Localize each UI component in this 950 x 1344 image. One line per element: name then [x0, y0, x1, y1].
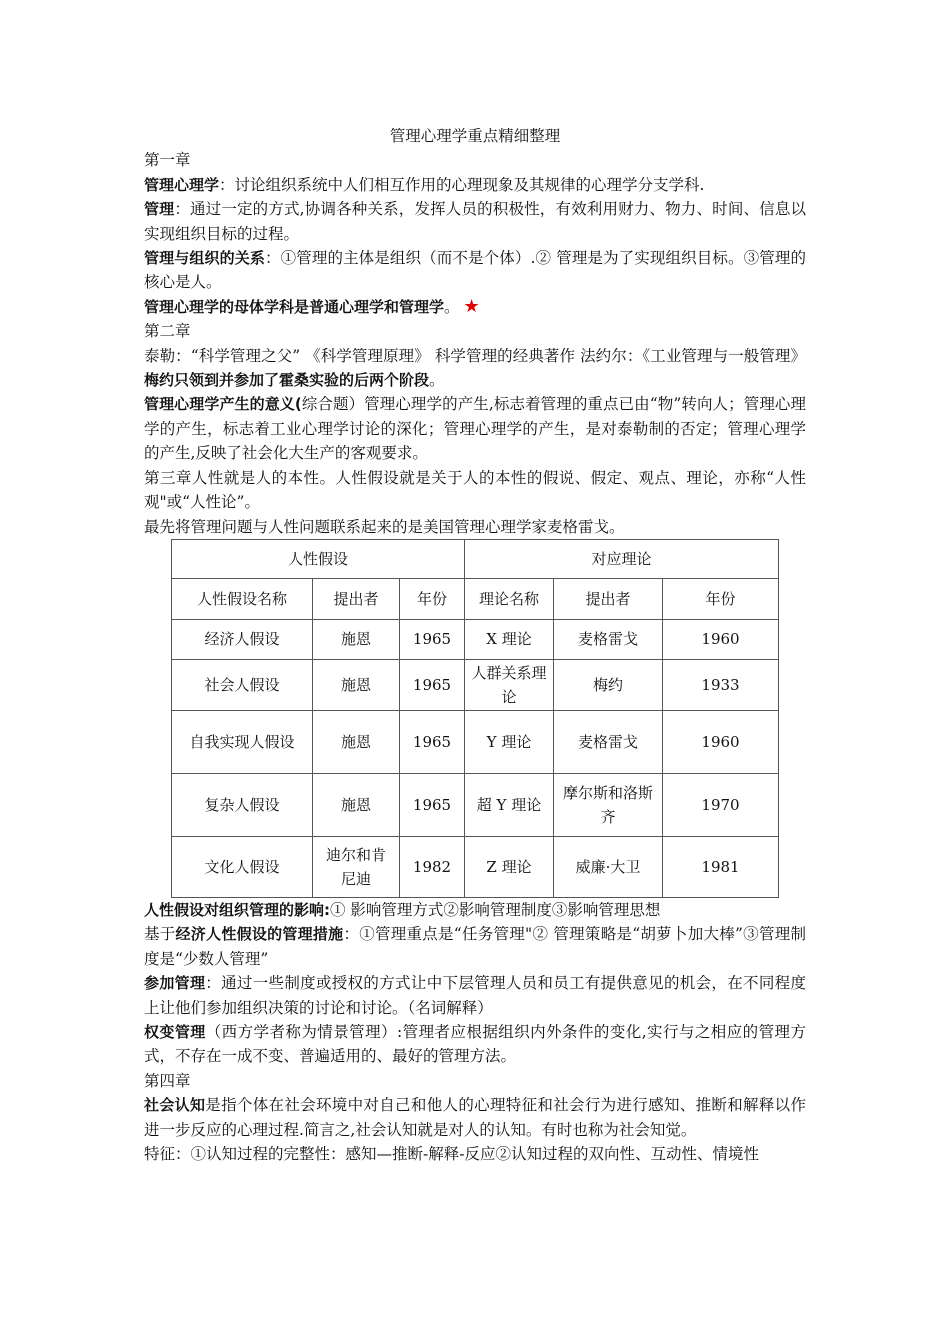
table-cell: 1960 [663, 710, 779, 773]
table-cell: 1981 [663, 836, 779, 897]
table-cell: 自我实现人假设 [172, 710, 313, 773]
table-cell: 施恩 [313, 659, 400, 710]
table-cell: 复杂人假设 [172, 773, 313, 836]
table-cell: 迪尔和肯尼迪 [313, 836, 400, 897]
term: 管理与组织的关系 [144, 249, 265, 268]
paragraph: 第三章人性就是人的本性。人性假设就是关于人的本性的假说、假定、观点、理论，亦称“人性观"或“人性论”。 [144, 468, 806, 512]
table-cell: 1965 [400, 619, 465, 659]
table-cell: 人群关系理论 [465, 659, 554, 710]
table-cell: 1965 [400, 710, 465, 773]
term: 梅约只领到并参加了霍桑实验的后两个阶段 [144, 371, 430, 390]
table-group-header: 人性假设 [172, 539, 465, 578]
paragraph: 权变管理（西方学者称为情景管理）:管理者应根据组织内外条件的变化,实行与之相应的管理方式，不存在一成不变、普遍适用的、最好的管理方法。 [144, 1022, 806, 1066]
document-page [144, 124, 806, 1166]
table-row [172, 710, 779, 773]
paragraph [144, 173, 806, 197]
definition: ：讨论组织系统中人们相互作用的心理现象及其规律的心理学分支学科. [219, 175, 705, 194]
table-cell: 1933 [663, 659, 779, 710]
table-row [172, 619, 779, 659]
term: 管理心理学产生的意义( [144, 395, 302, 414]
table-cell: 文化人假设 [172, 836, 313, 897]
human-nature-table [171, 539, 779, 898]
column-header: 提出者 [554, 578, 663, 619]
term: 参加管理 [144, 974, 206, 993]
term: 人性假设对组织管理的影响: [144, 900, 330, 919]
paragraph: 泰勒：“科学管理之父” 《科学管理原理》 科学管理的经典著作 法约尔：《工业管理与一般管理》梅约只领到并参加了霍桑实验的后两个阶段。 [144, 346, 806, 390]
table-cell: Y 理论 [465, 710, 554, 773]
paragraph: 最先将管理问题与人性问题联系起来的是美国管理心理学家麦格雷戈。 [144, 517, 625, 536]
table-cell: 威廉·大卫 [554, 836, 663, 897]
table-cell: 摩尔斯和洛斯齐 [554, 773, 663, 836]
column-header: 年份 [400, 578, 465, 619]
term: 社会认知 [144, 1096, 206, 1115]
paragraph: 人性假设对组织管理的影响:① 影响管理方式②影响管理制度③影响管理思想 [144, 900, 661, 919]
paragraph: 基于经济人性假设的管理措施：①管理重点是“任务管理"② 管理策略是“胡萝卜加大棒”③管理制度是“少数人管理” [144, 925, 806, 968]
table-cell: X 理论 [465, 619, 554, 659]
term: 管理心理学的母体学科是普通心理学和管理学 [144, 297, 445, 316]
table-row [172, 773, 779, 836]
term: 经济人性假设的管理措施 [175, 925, 344, 944]
chapter-1-heading: 第一章 [144, 151, 191, 170]
term: 管理心理学 [144, 175, 220, 194]
term: 管理 [144, 200, 175, 219]
table-cell: 超 Y 理论 [465, 773, 554, 836]
table-cell: 1982 [400, 836, 465, 897]
table-cell: 社会人假设 [172, 659, 313, 710]
table-row [172, 836, 779, 897]
table-cell: 梅约 [554, 659, 663, 710]
table-cell: 麦格雷戈 [554, 619, 663, 659]
chapter-2-heading: 第二章 [144, 322, 191, 341]
table-cell: 1965 [400, 773, 465, 836]
table-cell: 1970 [663, 773, 779, 836]
column-header: 提出者 [313, 578, 400, 619]
table-cell: 施恩 [313, 773, 400, 836]
star-icon: ★ [463, 295, 480, 317]
table-cell: 1960 [663, 619, 779, 659]
table-cell: 麦格雷戈 [554, 710, 663, 773]
paragraph: 参加管理：通过一些制度或授权的方式让中下层管理人员和员工有提供意见的机会，在不同程度上让他们参加组织决策的讨论和讨论。（名词解释） [144, 974, 806, 1017]
table-cell: 施恩 [313, 710, 400, 773]
column-header: 理论名称 [465, 578, 554, 619]
table-cell: 经济人假设 [172, 619, 313, 659]
table-group-header: 对应理论 [465, 539, 779, 578]
column-header: 人性假设名称 [172, 578, 313, 619]
term: 权变管理 [144, 1022, 206, 1041]
document-title: 管理心理学重点精细整理 [389, 127, 561, 145]
column-header: 年份 [663, 578, 779, 619]
paragraph: 社会认知是指个体在社会环境中对自己和他人的心理特征和社会行为进行感知、推断和解释以作进一步反应的心理过程.简言之,社会认知就是对人的认知。有时也称为社会知觉。 [144, 1096, 806, 1139]
chapter-4-heading: 第四章 [144, 1071, 191, 1090]
paragraph: 管理心理学的母体学科是普通心理学和管理学。 ★ [144, 295, 480, 317]
definition: ：①管理的主体是组织（而不是个体）.② 管理是为了实现组织目标。③管理的核心是人。 [144, 249, 806, 292]
paragraph [144, 246, 806, 295]
table-cell: 施恩 [313, 619, 400, 659]
table-cell: 1965 [400, 659, 465, 710]
paragraph: 管理心理学产生的意义(综合题）管理心理学的产生,标志着管理的重点已由“物”转向人；管理心理学的产生，标志着工业心理学讨论的深化；管理心理学的产生，是对泰勒制的否定；管理心理学的产生,反映了社会化大生产的客观要求。 [144, 395, 806, 463]
table-cell: Z 理论 [465, 836, 554, 897]
paragraph: 特征：①认知过程的完整性：感知—推断-解释-反应②认知过程的双向性、互动性、情境性 [144, 1144, 759, 1163]
paragraph [144, 197, 806, 246]
table-row [172, 659, 779, 710]
definition: ：通过一定的方式,协调各种关系，发挥人员的积极性，有效利用财力、物力、时间、信息以实现组织目标的过程。 [144, 200, 806, 243]
